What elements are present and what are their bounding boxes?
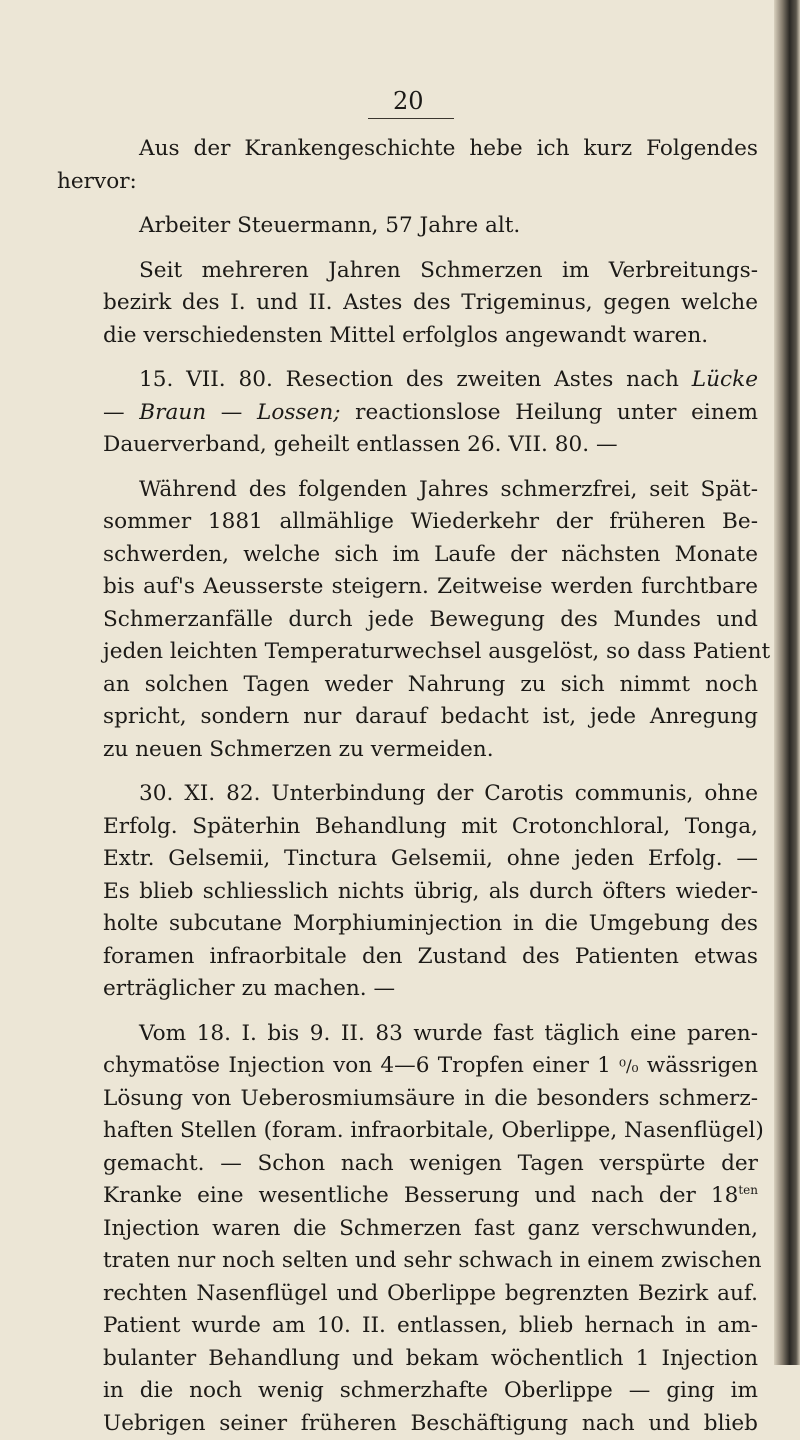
text-run: chymatöse Injection von 4—6 Tropfen einer 1: [103, 1053, 619, 1078]
text-line: Uebrigen seiner früheren Beschäftigung nach und blieb: [103, 1408, 758, 1440]
text-line: haften Stellen (foram. infraorbitale, Oberlippe, Nasenflügel): [103, 1115, 758, 1148]
text-line: Es blieb schliesslich nichts übrig, als durch öfters wieder-: [103, 876, 758, 909]
text-line: Seit mehreren Jahren Schmerzen im Verbreitungs-: [103, 255, 758, 288]
text-line: jeden leichten Temperaturwechsel ausgelöst, so dass Patient: [103, 636, 758, 669]
superscript: ten: [738, 1183, 758, 1197]
author-name: Lücke: [692, 367, 758, 392]
text-line: bis auf's Aeusserste steigern. Zeitweise werden furchtbare: [103, 571, 758, 604]
author-name: Lossen;: [257, 400, 340, 425]
text-line: traten nur noch selten und sehr schwach in einem zwischen: [103, 1245, 758, 1278]
text-line: bulanter Behandlung und bekam wöchentlich 1 Injection: [103, 1343, 758, 1376]
text-line: rechten Nasenflügel und Oberlippe begrenzten Bezirk auf.: [103, 1278, 758, 1311]
page-number-rule: [368, 118, 454, 119]
page-edge-shadow: [774, 0, 800, 1365]
text-line: holte subcutane Morphiuminjection in die Umgebung des: [103, 908, 758, 941]
text-line: Injection waren die Schmerzen fast ganz verschwunden,: [103, 1213, 758, 1246]
text-line: Patient wurde am 10. II. entlassen, blieb hernach in am-: [103, 1310, 758, 1343]
text-line: die verschiedensten Mittel erfolglos angewandt waren.: [103, 320, 758, 353]
text-run: 15. VII. 80. Resection des zweiten Astes nach: [139, 367, 692, 392]
text-line: Erfolg. Späterhin Behandlung mit Crotonchloral, Tonga,: [103, 811, 758, 844]
text-line: Lösung von Ueberosmiumsäure in die besonders schmerz-: [103, 1083, 758, 1116]
text-line: gemacht. — Schon nach wenigen Tagen verspürte der: [103, 1148, 758, 1181]
text-line: [103, 364, 758, 397]
text-line: Extr. Gelsemii, Tinctura Gelsemii, ohne jeden Erfolg. —: [103, 843, 758, 876]
text-run: wässrigen: [638, 1053, 758, 1078]
text-line: in die noch wenig schmerzhafte Oberlippe — ging im: [103, 1375, 758, 1408]
text-line: [103, 1180, 758, 1213]
text-run: reactionslose Heilung unter einem: [341, 400, 759, 425]
text-line: Dauerverband, geheilt entlassen 26. VII. 80. —: [103, 429, 758, 462]
permille-sign: ⁰/₀: [619, 1057, 638, 1077]
text-run: —: [103, 400, 139, 425]
text-line: Vom 18. I. bis 9. II. 83 wurde fast täglich eine paren-: [103, 1018, 758, 1051]
text-line: foramen infraorbitale den Zustand des Patienten etwas: [103, 941, 758, 974]
text-line: 30. XI. 82. Unterbindung der Carotis communis, ohne: [103, 778, 758, 811]
text-line: [103, 397, 758, 430]
text-line: Aus der Krankengeschichte hebe ich kurz Folgendes: [103, 133, 758, 166]
text-line: bezirk des I. und II. Astes des Trigeminus, gegen welche: [103, 287, 758, 320]
page-number: 20: [393, 86, 453, 116]
text-line: sommer 1881 allmählige Wiederkehr der früheren Be-: [103, 506, 758, 539]
text-line: schwerden, welche sich im Laufe der nächsten Monate: [103, 539, 758, 572]
text-run: —: [206, 400, 257, 425]
text-line: spricht, sondern nur darauf bedacht ist, jede Anregung: [103, 701, 758, 734]
text-line: Arbeiter Steuermann, 57 Jahre alt.: [103, 210, 758, 243]
text-line: hervor:: [57, 166, 758, 199]
text-line: Während des folgenden Jahres schmerzfrei, seit Spät-: [103, 474, 758, 507]
text-line: zu neuen Schmerzen zu vermeiden.: [103, 734, 758, 767]
text-line: [103, 1050, 758, 1083]
author-name: Braun: [139, 400, 206, 425]
body-text: [103, 133, 758, 1440]
text-run: Kranke eine wesentliche Besserung und nach der 18: [103, 1183, 738, 1208]
text-line: erträglicher zu machen. —: [103, 973, 758, 1006]
text-line: Schmerzanfälle durch jede Bewegung des Mundes und: [103, 604, 758, 637]
text-line: an solchen Tagen weder Nahrung zu sich nimmt noch: [103, 669, 758, 702]
